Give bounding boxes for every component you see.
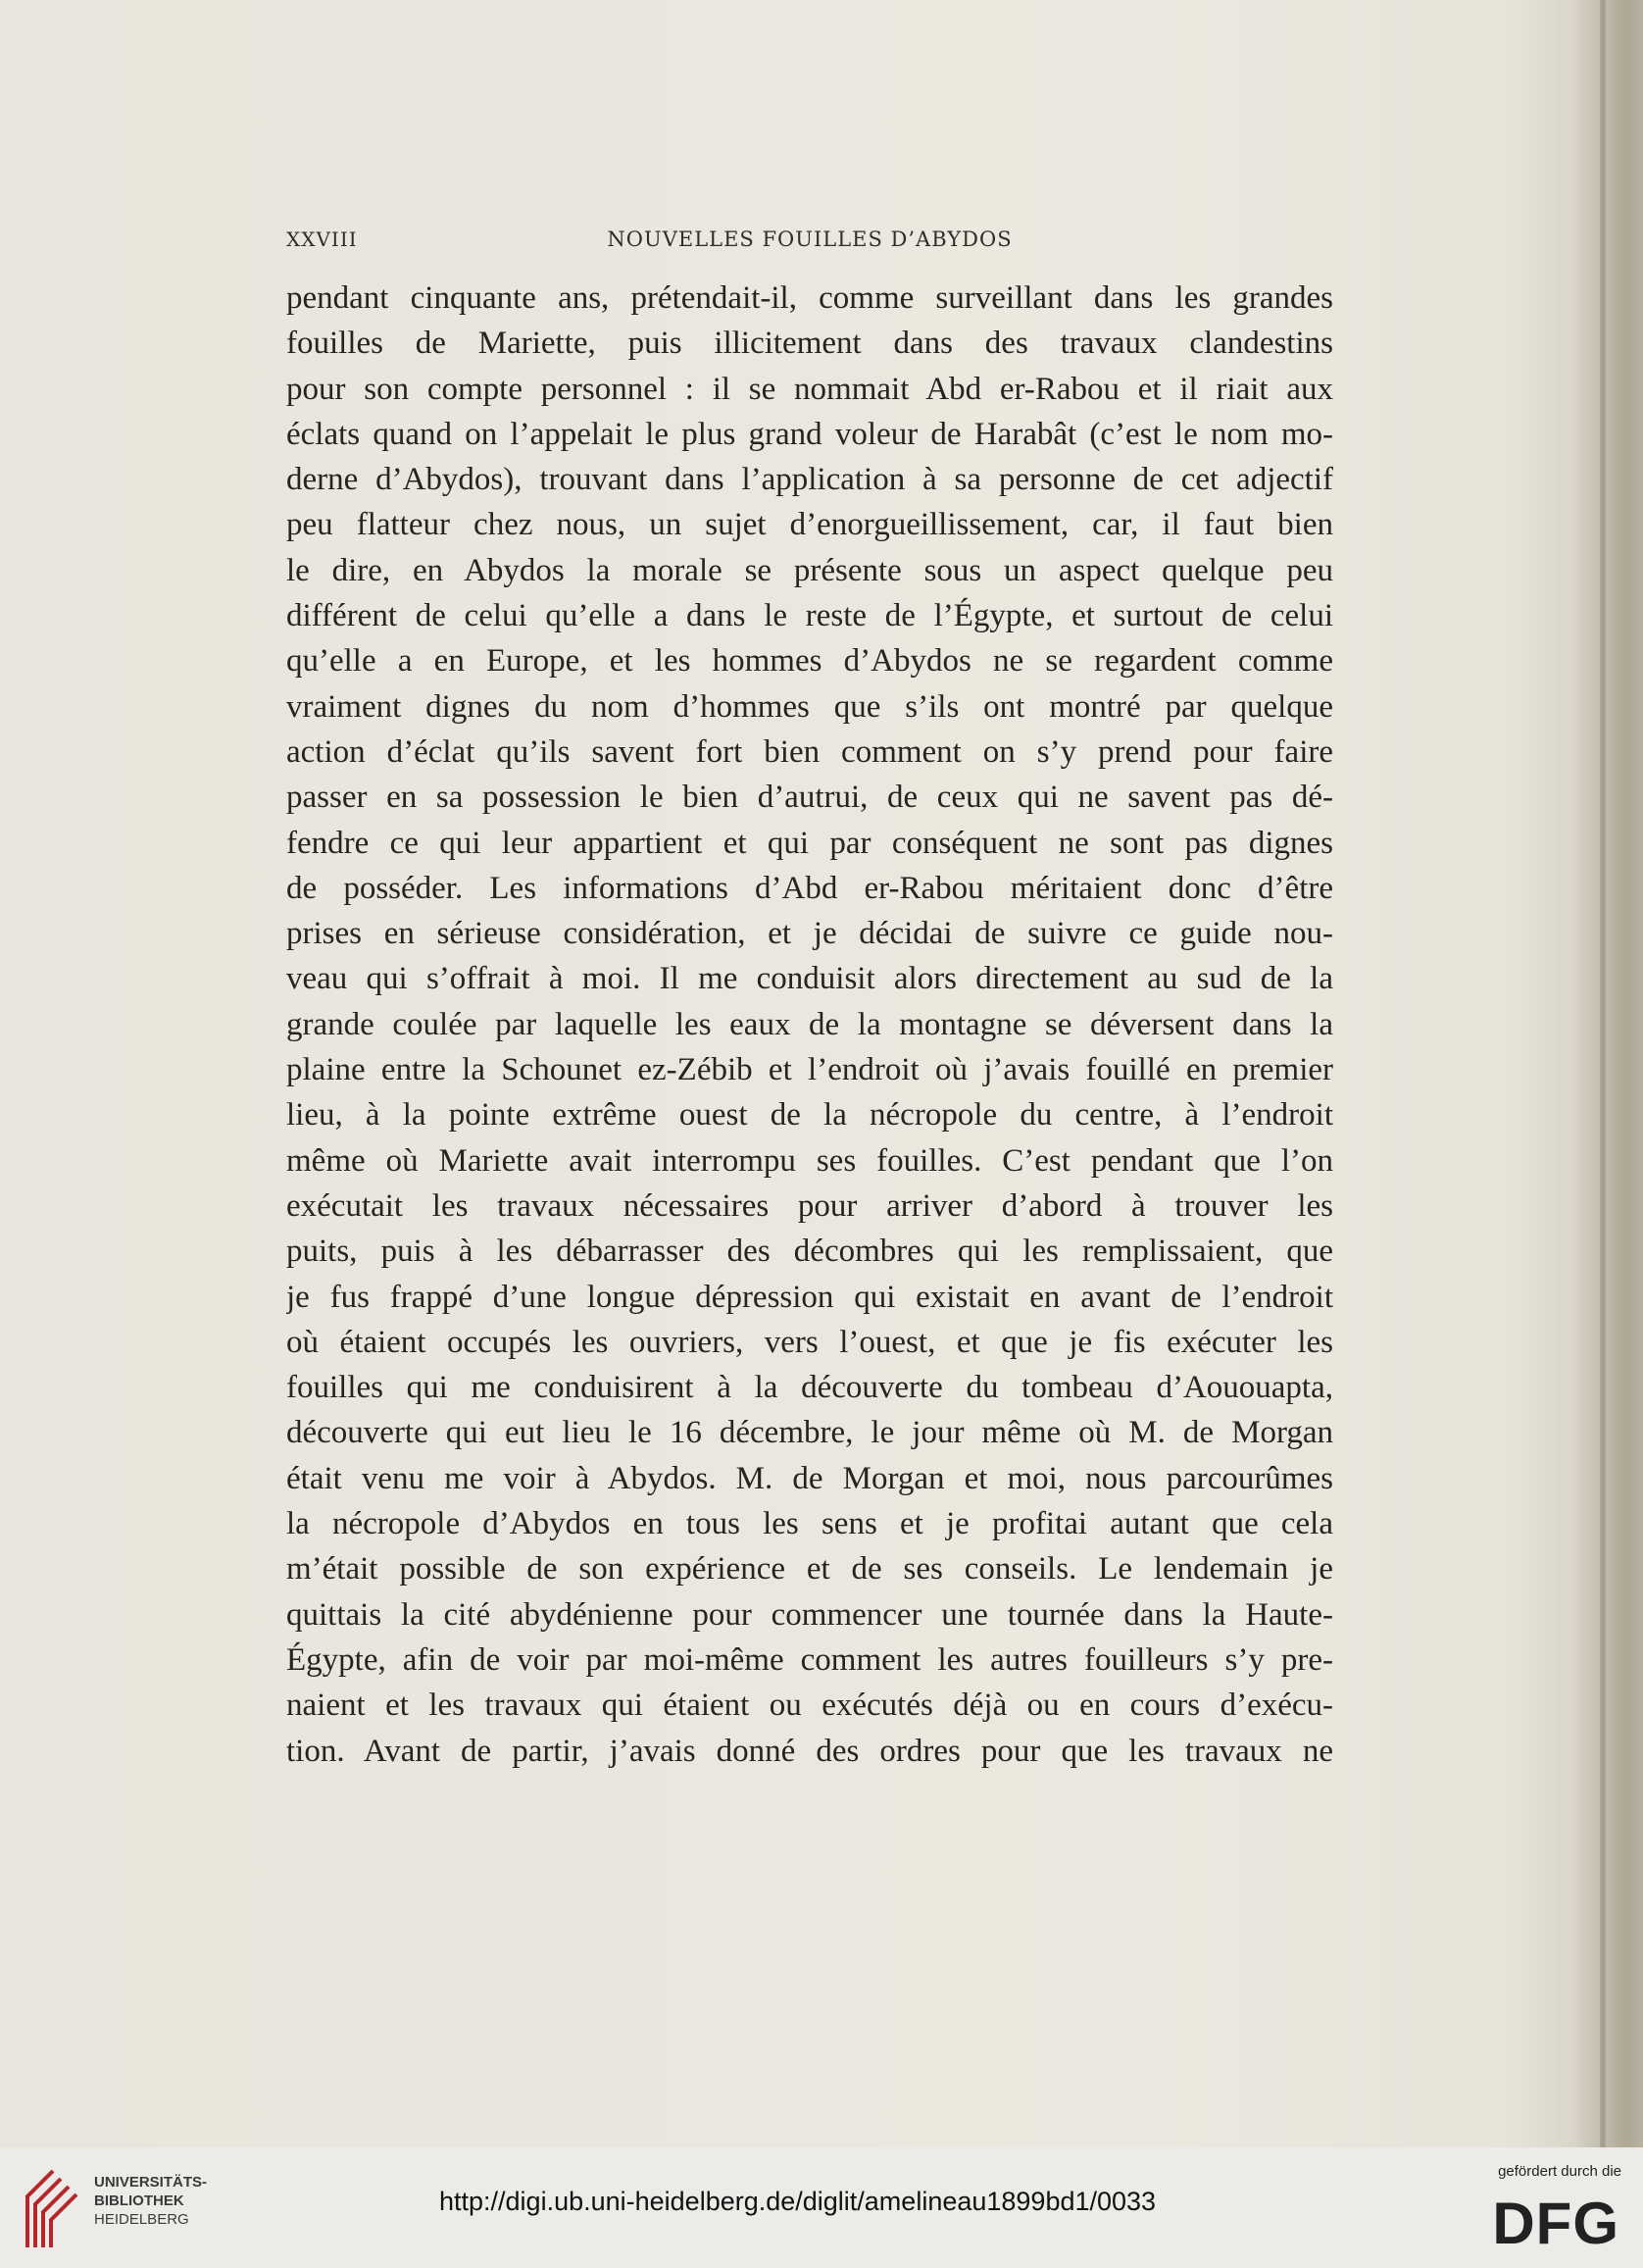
text-line: puits, puis à les débarrasser des décombres qui les remplissaient, que	[286, 1234, 1333, 1270]
library-name-line-1: UNIVERSITÄTS-	[94, 2174, 208, 2191]
text-line: fouilles de Mariette, puis illicitement dans des travaux clandestins	[286, 326, 1333, 362]
text-line: fendre ce qui leur appartient et qui par conséquent ne sont pas dignes	[286, 825, 1333, 861]
text-line: action d’éclat qu’ils savent fort bien comment on s’y prend pour faire	[286, 733, 1333, 770]
dfg-logo[interactable]	[1492, 2191, 1619, 2256]
text-line: qu’elle a en Europe, et les hommes d’Abydos ne se regardent comme	[286, 643, 1333, 680]
library-name-line-3: HEIDELBERG	[94, 2211, 189, 2228]
text-line: grande coulée par laquelle les eaux de la montagne se déversent dans la	[286, 1006, 1333, 1042]
text-line: prises en sérieuse considération, et je décidai de suivre ce guide nou-	[286, 916, 1333, 952]
body-text	[286, 276, 1333, 1774]
text-line: vraiment dignes du nom d’hommes que s’ils ont montré par quelque	[286, 688, 1333, 725]
text-line: découverte qui eut lieu le 16 décembre, le jour même où M. de Morgan	[286, 1415, 1333, 1451]
text-line: pendant cinquante ans, prétendait-il, comme surveillant dans les grandes	[286, 280, 1333, 316]
text-line: où étaient occupés les ouvriers, vers l’ouest, et que je fis exécuter les	[286, 1324, 1333, 1360]
text-line: quittais la cité abydénienne pour commencer une tournée dans la Haute-	[286, 1596, 1333, 1633]
running-head	[286, 227, 1333, 257]
text-line: m’était possible de son expérience et de ses conseils. Le lendemain je	[286, 1551, 1333, 1588]
library-logo-icon[interactable]	[18, 2165, 86, 2253]
text-line: Égypte, afin de voir par moi-même comment les autres fouilleurs s’y pre-	[286, 1641, 1333, 1678]
footer-bar	[0, 2147, 1643, 2268]
permalink-url[interactable]: http://digi.ub.uni-heidelberg.de/diglit/amelineau1899bd1/0033	[439, 2187, 1157, 2216]
text-line: veau qui s’offrait à moi. Il me conduisit alors directement au sud de la	[286, 961, 1333, 997]
page-folio: XXVIII	[286, 227, 358, 251]
page-binding-edge	[1600, 0, 1606, 2147]
text-line: tion. Avant de partir, j’avais donné des ordres pour que les travaux ne	[286, 1733, 1333, 1769]
running-title: NOUVELLES FOUILLES D’ABYDOS	[607, 227, 1013, 251]
text-line: lieu, à la pointe extrême ouest de la nécropole du centre, à l’endroit	[286, 1097, 1333, 1134]
text-line: était venu me voir à Abydos. M. de Morgan et moi, nous parcourûmes	[286, 1460, 1333, 1496]
text-line: je fus frappé d’une longue dépression qui existait en avant de l’endroit	[286, 1279, 1333, 1315]
page-binding-shadow	[1574, 0, 1643, 2147]
text-line: derne d’Abydos), trouvant dans l’application à sa personne de cet adjectif	[286, 462, 1333, 498]
text-line: pour son compte personnel : il se nommait Abd er-Rabou et il riait aux	[286, 371, 1333, 407]
text-line: éclats quand on l’appelait le plus grand voleur de Harabât (c’est le nom mo-	[286, 416, 1333, 452]
text-line: exécutait les travaux nécessaires pour arriver d’abord à trouver les	[286, 1187, 1333, 1224]
text-line: passer en sa possession le bien d’autrui, de ceux qui ne savent pas dé-	[286, 780, 1333, 816]
text-line: plaine entre la Schounet ez-Zébib et l’endroit où j’avais fouillé en premier	[286, 1052, 1333, 1088]
text-line: même où Mariette avait interrompu ses fouilles. C’est pendant que l’on	[286, 1142, 1333, 1179]
text-line: peu flatteur chez nous, un sujet d’enorgueillissement, car, il faut bien	[286, 507, 1333, 543]
dfg-logo-text: DFG	[1492, 2191, 1619, 2256]
text-line: la nécropole d’Abydos en tous les sens et je profitai autant que cela	[286, 1506, 1333, 1542]
funder-label: gefördert durch die	[1498, 2163, 1621, 2180]
library-name[interactable]	[94, 2173, 207, 2229]
text-line: fouilles qui me conduisirent à la découverte du tombeau d’Aououapta,	[286, 1370, 1333, 1406]
text-line: le dire, en Abydos la morale se présente sous un aspect quelque peu	[286, 552, 1333, 588]
text-line: naient et les travaux qui étaient ou exécutés déjà ou en cours d’exécu-	[286, 1688, 1333, 1724]
text-line: de posséder. Les informations d’Abd er-Rabou méritaient donc d’être	[286, 870, 1333, 906]
library-name-line-2: BIBLIOTHEK	[94, 2192, 184, 2209]
text-line: différent de celui qu’elle a dans le reste de l’Égypte, et surtout de celui	[286, 598, 1333, 634]
